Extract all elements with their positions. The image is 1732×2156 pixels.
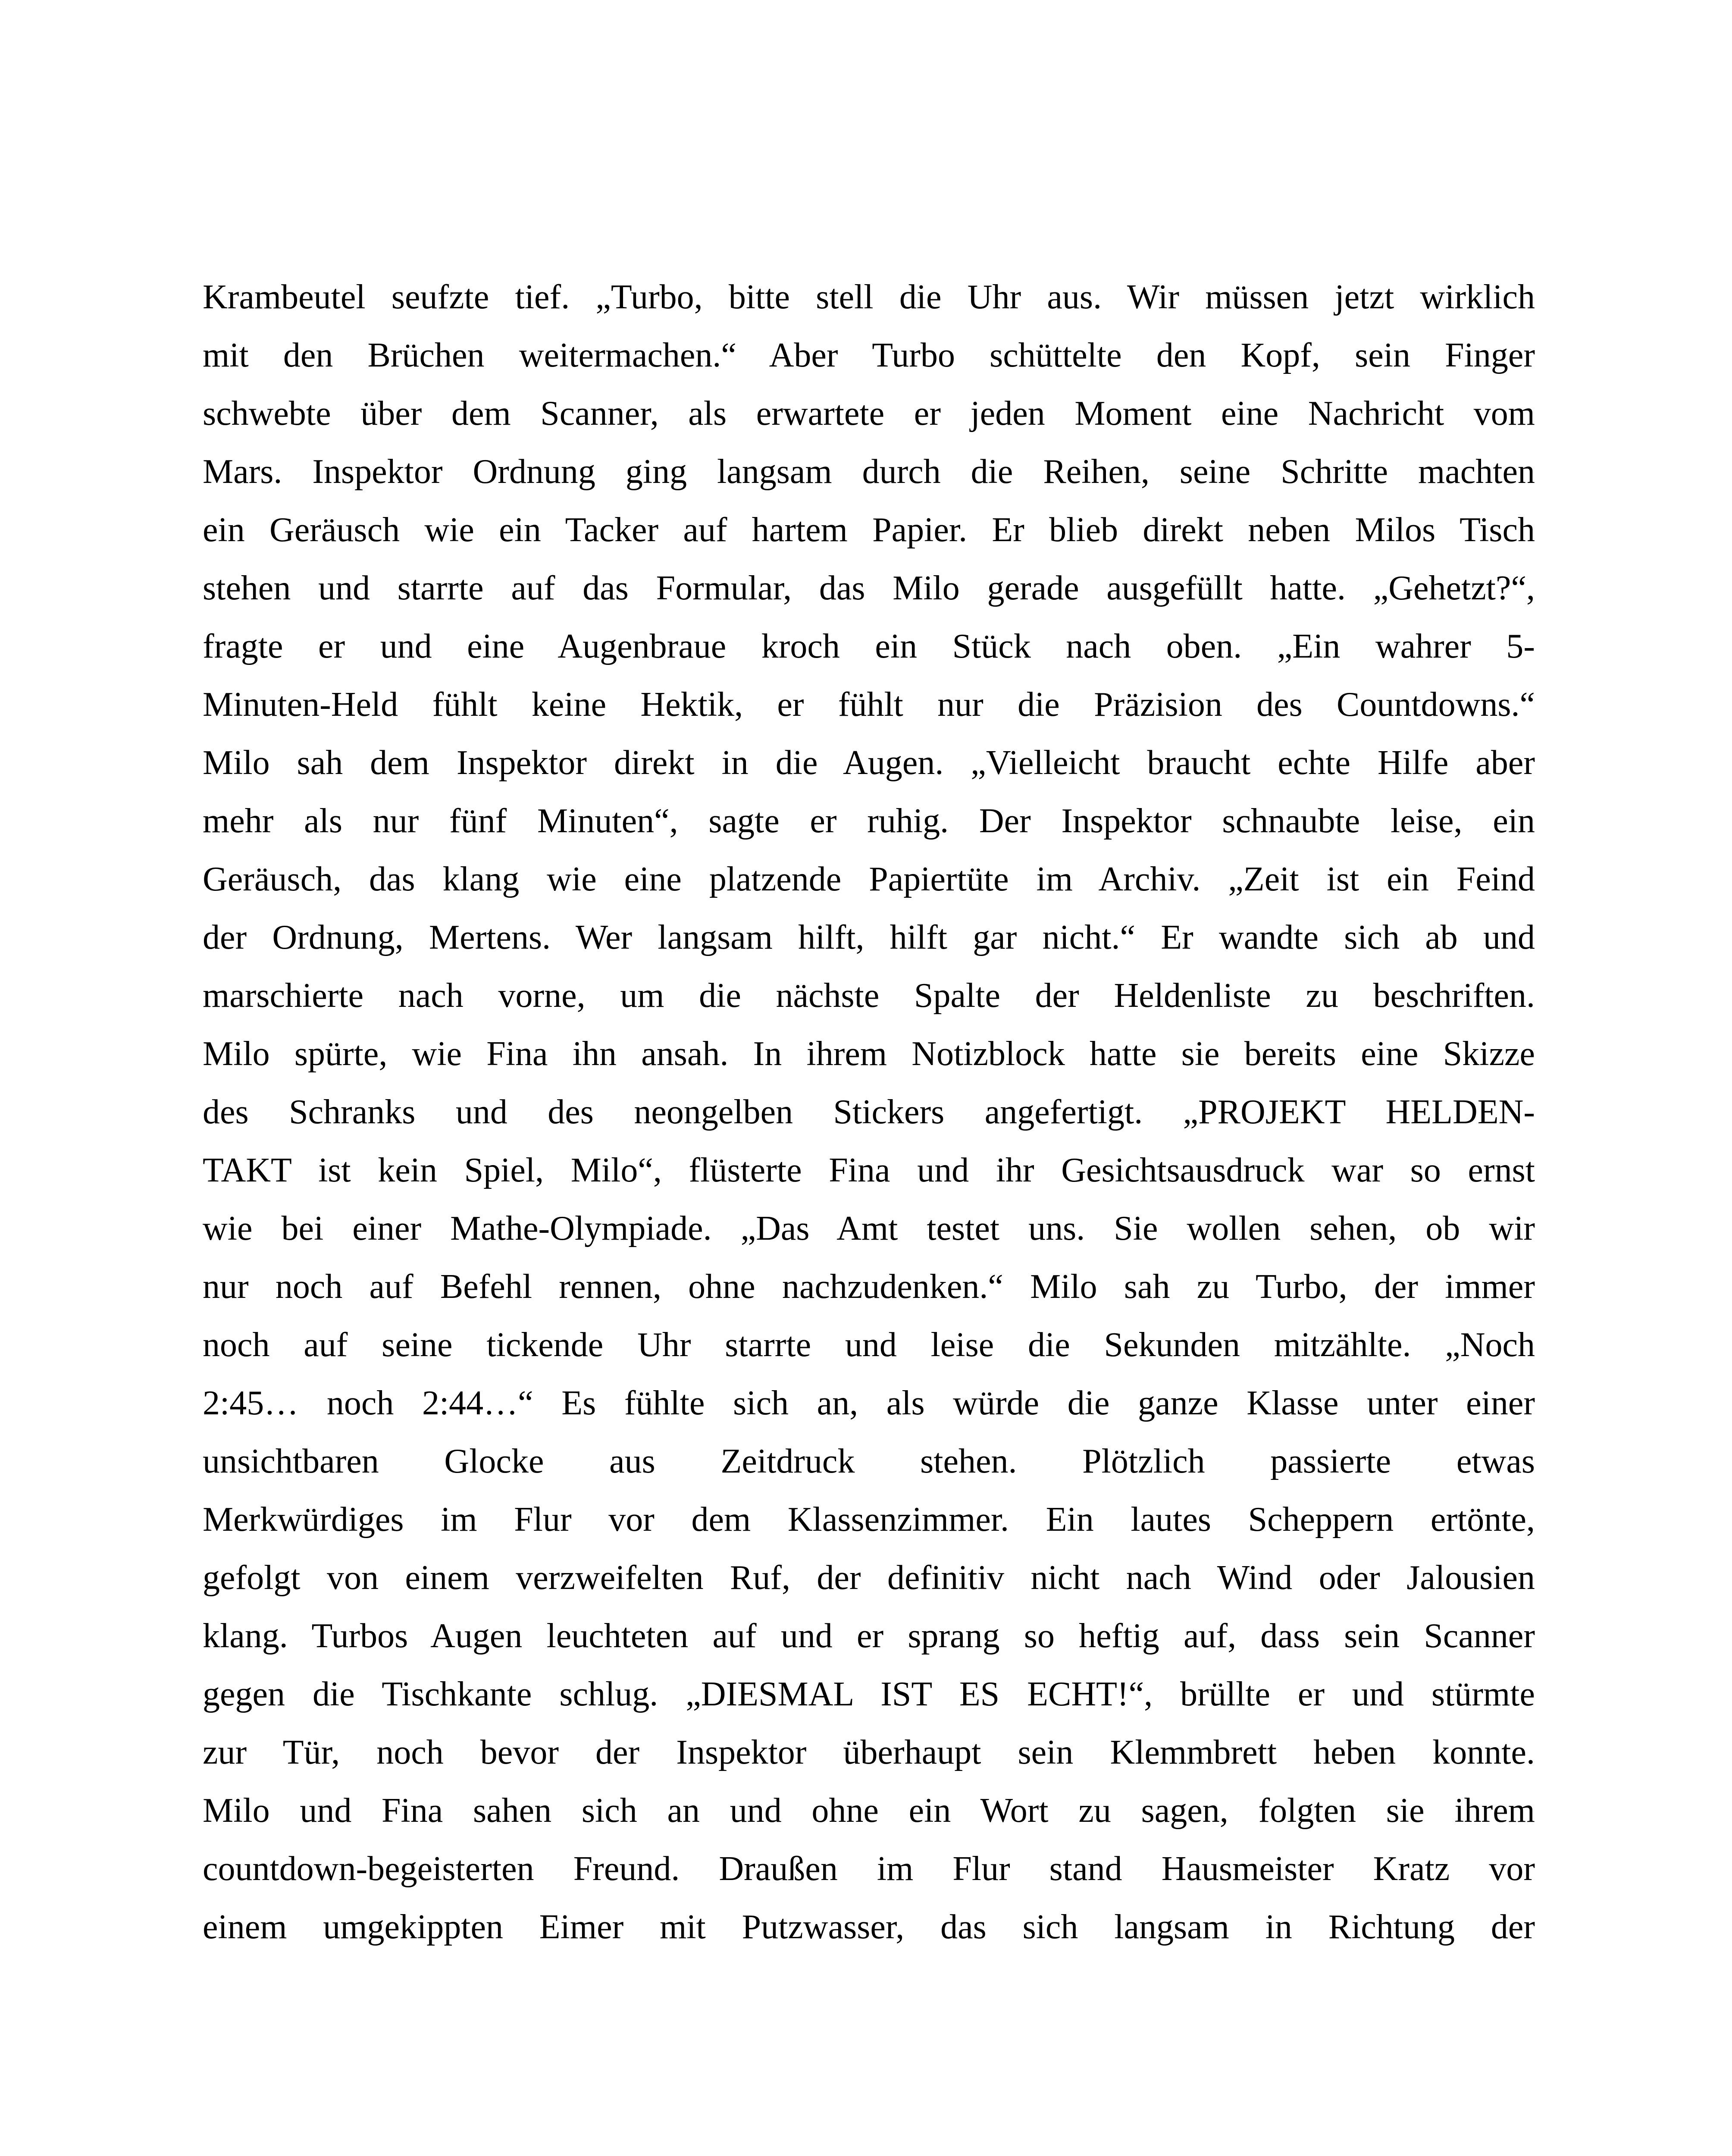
text-line: fragte er und eine Augenbraue kroch ein Stück nach oben. „Ein wahrer 5- bbox=[203, 627, 1535, 665]
text-line: 2:45… noch 2:44…“ Es fühlte sich an, als würde die ganze Klasse unter einer bbox=[203, 1384, 1535, 1422]
text-line: gegen die Tischkante schlug. „DIESMAL IST ES ECHT!“, brüllte er und stürmte bbox=[203, 1675, 1535, 1713]
text-line: nur noch auf Befehl rennen, ohne nachzudenken.“ Milo sah zu Turbo, der immer bbox=[203, 1268, 1535, 1306]
text-line: ein Geräusch wie ein Tacker auf hartem Papier. Er blieb direkt neben Milos Tisch bbox=[203, 511, 1535, 549]
text-line: der Ordnung, Mertens. Wer langsam hilft, hilft gar nicht.“ Er wandte sich ab und bbox=[203, 918, 1535, 956]
text-line: zur Tür, noch bevor der Inspektor überhaupt sein Klemmbrett heben konnte. bbox=[203, 1733, 1535, 1771]
text-line: TAKT ist kein Spiel, Milo“, flüsterte Fina und ihr Gesichtsausdruck war so ernst bbox=[203, 1151, 1535, 1189]
text-line: einem umgekippten Eimer mit Putzwasser, das sich langsam in Richtung der bbox=[203, 1908, 1535, 1946]
text-line: Merkwürdiges im Flur vor dem Klassenzimmer. Ein lautes Scheppern ertönte, bbox=[203, 1501, 1535, 1539]
text-line: schwebte über dem Scanner, als erwartete er jeden Moment eine Nachricht vom bbox=[203, 395, 1535, 432]
text-line: wie bei einer Mathe-Olympiade. „Das Amt testet uns. Sie wollen sehen, ob wir bbox=[203, 1210, 1535, 1247]
text-line: unsichtbaren Glocke aus Zeitdruck stehen. Plötzlich passierte etwas bbox=[203, 1442, 1535, 1480]
body-text bbox=[203, 268, 1535, 1956]
text-line: Minuten-Held fühlt keine Hektik, er fühlt nur die Präzision des Countdowns.“ bbox=[203, 686, 1535, 724]
text-line: stehen und starrte auf das Formular, das Milo gerade ausgefüllt hatte. „Gehetzt?“, bbox=[203, 569, 1535, 607]
text-line: gefolgt von einem verzweifelten Ruf, der definitiv nicht nach Wind oder Jalousien bbox=[203, 1559, 1535, 1597]
text-line: noch auf seine tickende Uhr starrte und leise die Sekunden mitzählte. „Noch bbox=[203, 1326, 1535, 1364]
text-line: marschierte nach vorne, um die nächste Spalte der Heldenliste zu beschriften. bbox=[203, 977, 1535, 1015]
text-line: klang. Turbos Augen leuchteten auf und er sprang so heftig auf, dass sein Scanner bbox=[203, 1617, 1535, 1655]
text-line: Milo spürte, wie Fina ihn ansah. In ihrem Notizblock hatte sie bereits eine Skizze bbox=[203, 1035, 1535, 1073]
text-line: mehr als nur fünf Minuten“, sagte er ruhig. Der Inspektor schnaubte leise, ein bbox=[203, 802, 1535, 840]
text-line: Geräusch, das klang wie eine platzende Papiertüte im Archiv. „Zeit ist ein Feind bbox=[203, 860, 1535, 898]
text-line: mit den Brüchen weitermachen.“ Aber Turbo schüttelte den Kopf, sein Finger bbox=[203, 336, 1535, 374]
text-line: des Schranks und des neongelben Stickers angefertigt. „PROJEKT HELDEN- bbox=[203, 1093, 1535, 1131]
text-line: Milo und Fina sahen sich an und ohne ein Wort zu sagen, folgten sie ihrem bbox=[203, 1792, 1535, 1830]
text-line: Mars. Inspektor Ordnung ging langsam durch die Reihen, seine Schritte machten bbox=[203, 453, 1535, 491]
text-line: Krambeutel seufzte tief. „Turbo, bitte stell die Uhr aus. Wir müssen jetzt wirklich bbox=[203, 278, 1535, 316]
text-line: countdown-begeisterten Freund. Draußen im Flur stand Hausmeister Kratz vor bbox=[203, 1850, 1535, 1888]
text-line: Milo sah dem Inspektor direkt in die Augen. „Vielleicht braucht echte Hilfe aber bbox=[203, 744, 1535, 782]
